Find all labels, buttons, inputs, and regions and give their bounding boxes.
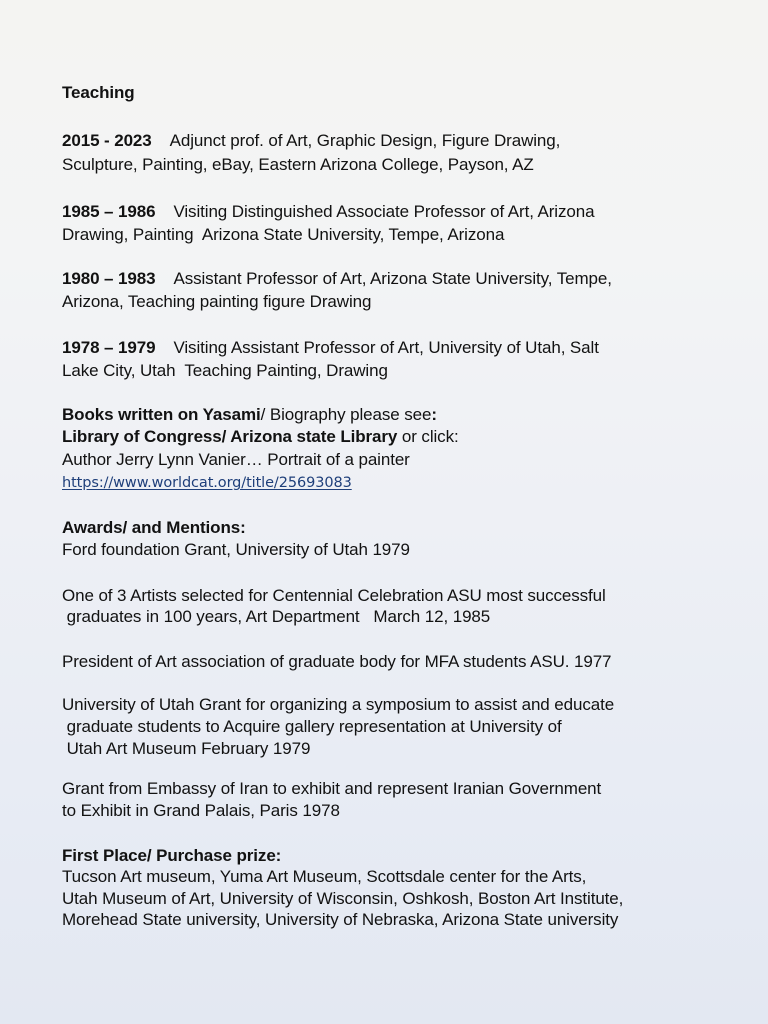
- books-title: Books written on Yasami: [62, 405, 261, 424]
- entry-years: 1978 – 1979: [62, 338, 156, 357]
- entry-description: Assistant Professor of Art, Arizona State University, Tempe,: [173, 269, 612, 288]
- worldcat-link[interactable]: https://www.worldcat.org/title/25693083: [62, 475, 352, 491]
- books-colon: :: [431, 405, 437, 424]
- entry-years: 1985 – 1986: [62, 202, 156, 221]
- award-item-cont: graduate students to Acquire gallery representation at University of: [62, 717, 562, 736]
- teaching-heading: Teaching: [62, 83, 135, 102]
- prize-line: Morehead State university, University of Nebraska, Arizona State university: [62, 910, 619, 929]
- book-author: Author Jerry Lynn Vanier… Portrait of a painter: [62, 450, 410, 469]
- award-item-cont: to Exhibit in Grand Palais, Paris 1978: [62, 801, 340, 820]
- entry-description: Adjunct prof. of Art, Graphic Design, Figure Drawing,: [169, 131, 561, 150]
- entry-description-cont: Arizona, Teaching painting figure Drawing: [62, 292, 372, 311]
- award-item-cont: graduates in 100 years, Art Department March 12, 1985: [62, 607, 491, 626]
- entry-years: 1980 – 1983: [62, 269, 156, 288]
- award-item: President of Art association of graduate body for MFA students ASU. 1977: [62, 652, 612, 671]
- entry-years: 2015 - 2023: [62, 131, 152, 150]
- entry-description: Visiting Distinguished Associate Professor of Art, Arizona: [173, 202, 595, 221]
- entry-description-cont: Drawing, Painting Arizona State University, Tempe, Arizona: [62, 225, 505, 244]
- award-item: Ford foundation Grant, University of Utah 1979: [62, 540, 410, 559]
- books-subtitle: / Biography please see: [260, 405, 432, 424]
- prize-line: Tucson Art museum, Yuma Art Museum, Scottsdale center for the Arts,: [62, 867, 587, 886]
- award-item: Grant from Embassy of Iran to exhibit and represent Iranian Government: [62, 779, 602, 798]
- entry-description-cont: Sculpture, Painting, eBay, Eastern Arizona College, Payson, AZ: [62, 155, 534, 174]
- awards-heading: Awards/ and Mentions:: [62, 518, 246, 537]
- award-item-cont: Utah Art Museum February 1979: [62, 739, 311, 758]
- or-click-text: or click:: [397, 427, 459, 446]
- prize-line: Utah Museum of Art, University of Wisconsin, Oshkosh, Boston Art Institute,: [62, 889, 624, 908]
- entry-description: Visiting Assistant Professor of Art, University of Utah, Salt: [173, 338, 599, 357]
- award-item: University of Utah Grant for organizing a symposium to assist and educate: [62, 695, 615, 714]
- entry-description-cont: Lake City, Utah Teaching Painting, Drawing: [62, 361, 388, 380]
- library-reference: Library of Congress/ Arizona state Library: [62, 427, 398, 446]
- award-item: One of 3 Artists selected for Centennial Celebration ASU most successful: [62, 586, 606, 605]
- prizes-heading: First Place/ Purchase prize:: [62, 846, 282, 865]
